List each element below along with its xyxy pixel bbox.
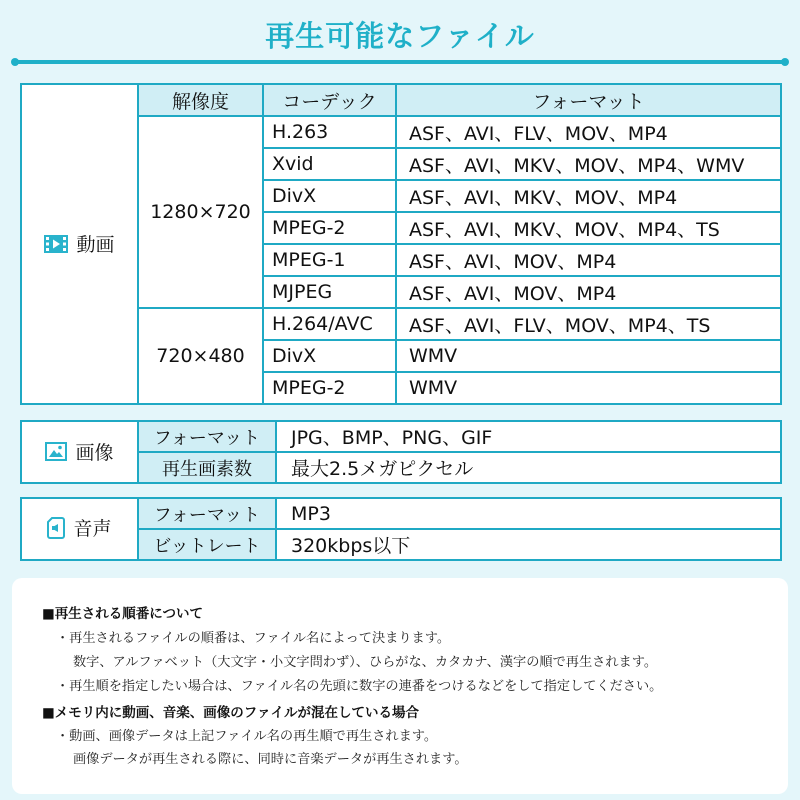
notes-line: 数字、アルファベット（大文字・小文字問わず）、ひらがな、カタカナ、漢字の順で再生されます。 bbox=[73, 655, 658, 670]
audio-row-value: MP3 bbox=[276, 498, 781, 529]
codec-cell: MPEG-2 bbox=[263, 212, 396, 244]
codec-cell: Xvid bbox=[263, 148, 396, 180]
resolution-cell: 1280×720 bbox=[138, 116, 263, 308]
format-cell: ASF、AVI、MKV、MOV、MP4、WMV bbox=[396, 148, 781, 180]
film-icon bbox=[44, 235, 68, 253]
notes-line: 画像データが再生される際に、同時に音楽データが再生されます。 bbox=[73, 752, 468, 767]
audio-category-label: 音声 bbox=[73, 518, 112, 541]
audio-format-table bbox=[20, 497, 782, 561]
audio-file-icon bbox=[47, 517, 65, 539]
resolution-cell: 720×480 bbox=[138, 308, 263, 404]
image-format-table bbox=[20, 420, 782, 484]
codec-cell: DivX bbox=[263, 340, 396, 372]
notes-box bbox=[12, 578, 788, 794]
format-cell: ASF、AVI、FLV、MOV、MP4、TS bbox=[396, 308, 781, 340]
audio-row-label: ビットレート bbox=[138, 529, 276, 560]
codec-header: コーデック bbox=[263, 84, 396, 116]
format-cell: WMV bbox=[396, 340, 781, 372]
video-category-label: 動画 bbox=[76, 234, 115, 257]
format-cell: ASF、AVI、FLV、MOV、MP4 bbox=[396, 116, 781, 148]
format-cell: WMV bbox=[396, 372, 781, 404]
audio-row-label: フォーマット bbox=[138, 498, 276, 529]
resolution-header: 解像度 bbox=[138, 84, 263, 116]
format-cell: ASF、AVI、MKV、MOV、MP4 bbox=[396, 180, 781, 212]
image-row-label: 再生画素数 bbox=[138, 452, 276, 483]
format-cell: ASF、AVI、MOV、MP4 bbox=[396, 276, 781, 308]
codec-cell: H.263 bbox=[263, 116, 396, 148]
image-row-value: 最大2.5メガピクセル bbox=[276, 452, 781, 483]
audio-category-cell bbox=[21, 498, 138, 560]
notes-section-title: ■再生される順番について bbox=[42, 606, 203, 622]
page-title: 再生可能なファイル bbox=[265, 19, 535, 53]
format-cell: ASF、AVI、MOV、MP4 bbox=[396, 244, 781, 276]
codec-cell: MPEG-2 bbox=[263, 372, 396, 404]
notes-line: ・動画、画像データは上記ファイル名の再生順で再生されます。 bbox=[56, 729, 438, 744]
codec-cell: DivX bbox=[263, 180, 396, 212]
video-format-table bbox=[20, 83, 782, 405]
image-row-label: フォーマット bbox=[138, 421, 276, 452]
notes-line: ・再生されるファイルの順番は、ファイル名によって決まります。 bbox=[56, 631, 451, 646]
picture-icon bbox=[45, 442, 67, 461]
video-category-cell bbox=[21, 84, 138, 404]
codec-cell: MPEG-1 bbox=[263, 244, 396, 276]
image-category-cell bbox=[21, 421, 138, 483]
codec-cell: H.264/AVC bbox=[263, 308, 396, 340]
image-row-value: JPG、BMP、PNG、GIF bbox=[276, 421, 781, 452]
audio-row-value: 320kbps以下 bbox=[276, 529, 781, 560]
image-category-label: 画像 bbox=[75, 442, 114, 464]
format-header: フォーマット bbox=[396, 84, 781, 116]
format-cell: ASF、AVI、MKV、MOV、MP4、TS bbox=[396, 212, 781, 244]
codec-cell: MJPEG bbox=[263, 276, 396, 308]
title-divider bbox=[14, 60, 786, 64]
notes-section-title: ■メモリ内に動画、音楽、画像のファイルが混在している場合 bbox=[42, 705, 419, 721]
notes-line: ・再生順を指定したい場合は、ファイル名の先頭に数字の連番をつけるなどをして指定してください。 bbox=[56, 679, 663, 694]
